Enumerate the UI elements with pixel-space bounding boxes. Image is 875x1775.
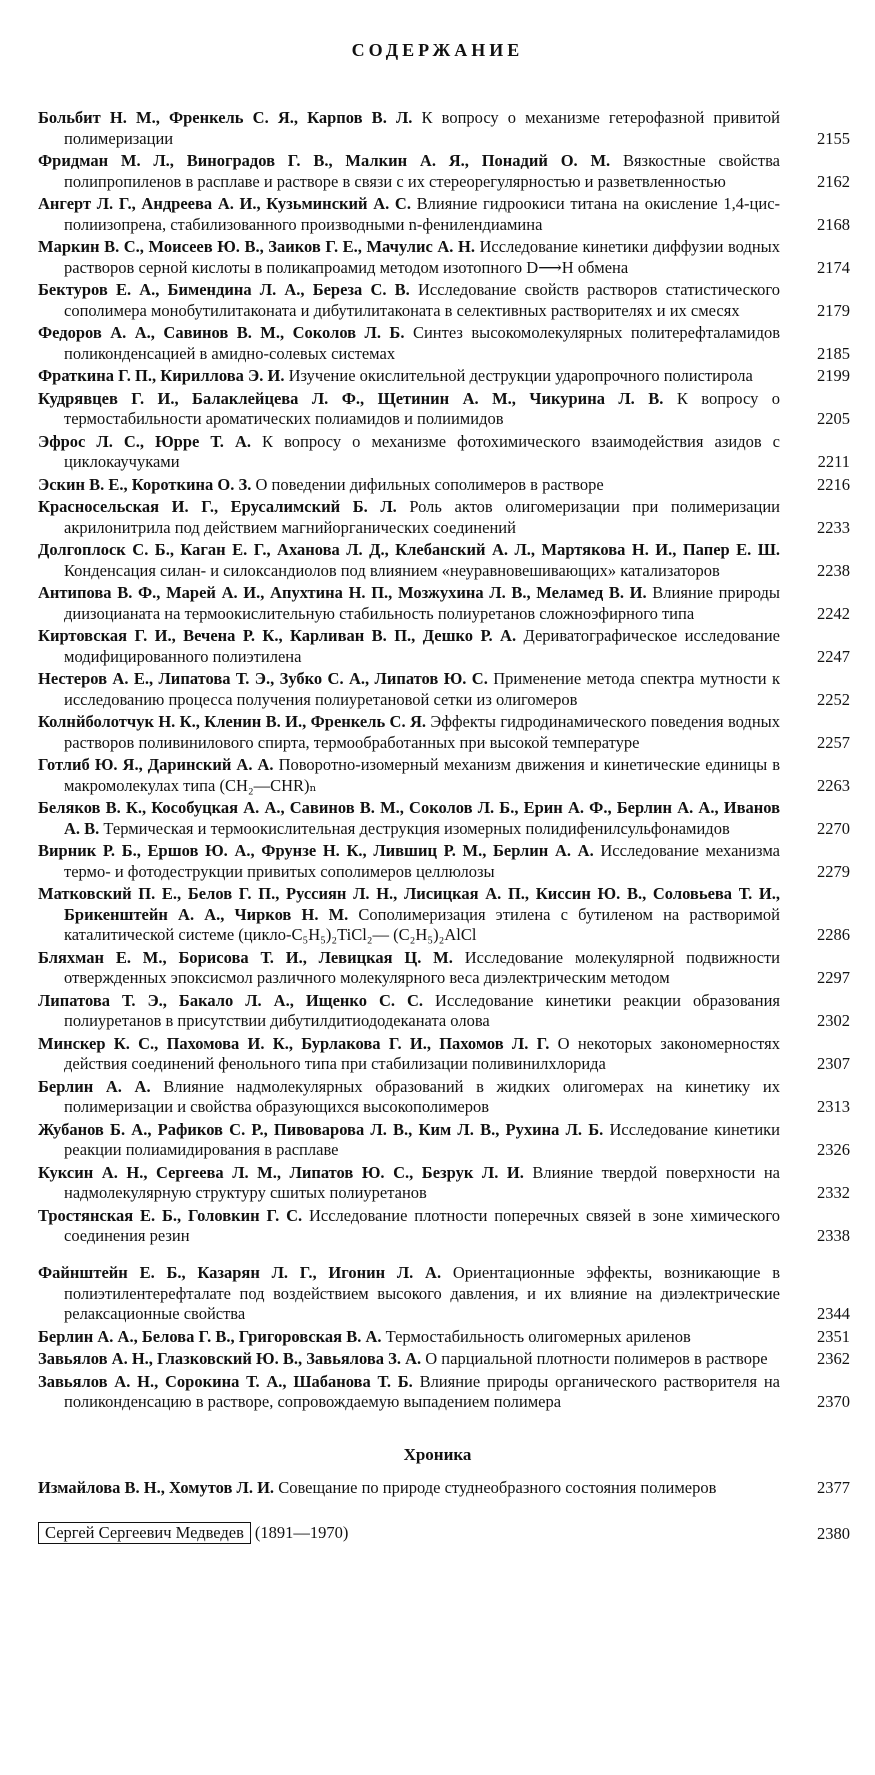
list-item[interactable] xyxy=(38,475,850,496)
entry-text xyxy=(38,1372,780,1413)
entry-text xyxy=(38,1163,780,1204)
page-number: 2263 xyxy=(817,775,850,795)
entry-authors: Завьялов А. Н., Сорокина Т. А., Шабанова Т. Б. xyxy=(38,1371,413,1391)
list-item[interactable] xyxy=(38,108,850,149)
entry-text xyxy=(38,583,780,624)
entry-title: Вязкостные свойства полипропиленов в расплаве и растворе в связи с их стереорегулярностью и разветвленностью xyxy=(64,151,780,191)
page-number: 2297 xyxy=(817,968,850,987)
entry-title: Совещание по природе студнеобразного состояния полимеров xyxy=(278,1478,717,1497)
page-number: 2257 xyxy=(817,732,850,752)
entry-title: Эффекты гидродинамического поведения водных растворов поливинилового спирта, термообработанных при высокой температуре xyxy=(64,712,780,752)
entry-text xyxy=(38,194,780,235)
entry-authors: Берлин А. А. xyxy=(38,1076,151,1096)
page-number: 2338 xyxy=(817,1226,850,1245)
entry-text xyxy=(38,798,780,839)
page-title: СОДЕРЖАНИЕ xyxy=(351,40,524,60)
entry-authors: Антипова В. Ф., Марей А. И., Апухтина Н. П., Мозжухина Л. В., Меламед В. И. xyxy=(38,583,647,602)
entry-text xyxy=(38,1206,780,1247)
list-item[interactable] xyxy=(38,237,850,278)
page-number: 2233 xyxy=(817,517,850,537)
list-item[interactable] xyxy=(38,1263,850,1325)
entry-text xyxy=(38,475,780,496)
list-item[interactable] xyxy=(38,1349,850,1370)
entry-text xyxy=(38,1120,780,1161)
list-item[interactable] xyxy=(38,583,850,624)
page-number: 2270 xyxy=(817,818,850,838)
entry-authors: Берлин А. А., Белова Г. В., Григоровская В. А. xyxy=(38,1326,382,1346)
entry-text xyxy=(38,991,780,1032)
page-number: 2174 xyxy=(817,257,850,277)
list-item[interactable] xyxy=(38,948,850,989)
entry-text xyxy=(38,626,780,667)
entry-authors: Куксин А. Н., Сергеева Л. М., Липатов Ю. С., Безрук Л. И. xyxy=(38,1162,524,1182)
entry-text xyxy=(38,323,780,364)
entry-title: Ориентационные эффекты, возникающие в полиэтилентерефталате под воздействием высокого давления, и их влияние на диэлектрические релаксационные свойства xyxy=(64,1263,781,1323)
entry-title: Исследование плотности поперечных связей в зоне химического соединения резин xyxy=(64,1205,780,1245)
list-item[interactable] xyxy=(38,1327,850,1348)
entry-authors: Долгоплоск С. Б., Каган Е. Г., Аханова Л. Д., Клебанский А. Л., Мартякова Н. И., Папер Е. Ш. xyxy=(38,540,780,559)
page-number: 2205 xyxy=(817,409,850,428)
entry-title: Влияние природы диизоцианата на термоокислительную стабильность полиуретанов сложноэфирного типа xyxy=(64,583,781,623)
entry-authors: Матковский П. Е., Белов Г. П., Руссиян Л. Н., Лисицкая А. П., Киссин Ю. В., Соловьева Т. И., Брикенштейн А. А., Чирков Н. М. xyxy=(38,884,780,924)
entry-text xyxy=(38,108,780,149)
list-item[interactable] xyxy=(38,497,850,538)
entry-text xyxy=(38,712,780,753)
entry-authors: Колнйболотчук Н. К., Кленин В. И., Френкель С. Я. xyxy=(38,712,426,731)
entry-title: О поведении дифильных сополимеров в растворе xyxy=(255,474,604,494)
entry-text xyxy=(38,237,780,278)
entry-authors: Липатова Т. Э., Бакало Л. А., Ищенко С. С. xyxy=(38,990,424,1010)
entry-title: Термическая и термоокислительная деструкция изомерных полидифенилсульфонамидов xyxy=(103,818,730,838)
entry-authors: Федоров А. А., Савинов В. М., Соколов Л. Б. xyxy=(38,323,405,342)
page-number: 2238 xyxy=(817,560,850,580)
page-number: 2351 xyxy=(817,1326,850,1346)
entry-text xyxy=(38,1349,780,1370)
entry-title: Исследование механизма термо- и фотодеструкции привитых сополимеров целлюлозы xyxy=(64,841,780,881)
page-number: 2286 xyxy=(817,925,850,944)
page-number: 2344 xyxy=(817,1304,850,1323)
list-item[interactable] xyxy=(38,841,850,882)
entry-authors: Завьялов А. Н., Глазковский Ю. В., Завьялова З. А. xyxy=(38,1349,422,1368)
entry-authors: Эскин В. Е., Короткина О. З. xyxy=(38,474,252,494)
page-number: 2252 xyxy=(817,689,850,709)
entry-authors: Ангерт Л. Г., Андреева А. И., Кузьминский А. С. xyxy=(38,194,411,213)
entry-authors: Нестеров А. Е., Липатова Т. Э., Зубко С. А., Липатов Ю. С. xyxy=(38,669,488,688)
entry-title: Синтез высокомолекулярных политерефталамидов поликонденсацией в амидно-солевых системах xyxy=(64,323,781,363)
list-item[interactable] xyxy=(38,540,850,581)
entry-title: Изучение окислительной деструкции ударопрочного полистирола xyxy=(288,366,753,385)
list-item[interactable] xyxy=(38,755,850,796)
list-item[interactable] xyxy=(38,280,850,321)
list-item[interactable] xyxy=(38,669,850,710)
list-item[interactable] xyxy=(38,1077,850,1118)
entry-text xyxy=(38,366,780,387)
entry-title: Исследование кинетики диффузии водных растворов серной кислоты в поликапроамид методом изотопного D⟶H обмена xyxy=(64,237,781,277)
list-item[interactable] xyxy=(38,194,850,235)
entry-title: О некоторых закономерностях действия соединений фенольного типа при стабилизации поливинилхлорида xyxy=(64,1033,780,1073)
page-number: 2168 xyxy=(817,214,850,234)
list-item[interactable] xyxy=(38,366,850,387)
entry-title: Влияние природы органического растворителя на поликонденсацию в растворе, сопровождаемую выпадением полимера xyxy=(64,1371,781,1411)
entry-title: Поворотно-изомерный механизм движения и кинетические единицы в макромолекулах типа (CH₂—CHR)ₙ xyxy=(64,755,781,795)
entry-authors: Готлиб Ю. Я., Даринский А. А. xyxy=(38,755,274,774)
list-item[interactable] xyxy=(38,1478,850,1499)
entry-text xyxy=(38,432,780,473)
entry-title: Исследование кинетики реакции образования полиуретанов в присутствии дибутилдитиододеканата олова xyxy=(64,990,780,1030)
list-item[interactable] xyxy=(38,884,850,946)
entry-title: Исследование молекулярной подвижности отвержденных эпоксисмол различного молекулярного веса диэлектрическим методом xyxy=(64,947,780,987)
entry-authors: Вирник Р. Б., Ершов Ю. А., Фрунзе Н. К., Лившиц Р. М., Берлин А. А. xyxy=(38,841,594,860)
entry-authors: Бектуров Е. А., Бимендина Л. А., Береза С. В. xyxy=(38,280,410,299)
obituary-name: Сергей Сергеевич Медведев xyxy=(38,1522,251,1544)
entry-authors: Киртовская Г. И., Вечена Р. К., Карливан В. П., Дешко Р. А. xyxy=(38,626,517,645)
entry-text xyxy=(38,389,780,430)
entry-text xyxy=(38,1327,780,1348)
entry-authors: Измайлова В. Н., Хомутов Л. И. xyxy=(38,1478,275,1497)
list-item[interactable] xyxy=(38,626,850,667)
page-number: 2362 xyxy=(817,1349,850,1368)
list-item xyxy=(38,1522,850,1544)
page-number: 2313 xyxy=(817,1097,850,1116)
entry-title: Исследование свойств растворов статистического сополимера монобутилитаконата и дибутилитаконата в селективных растворителях и их смесях xyxy=(64,280,780,320)
entry-text xyxy=(38,841,780,882)
list-item[interactable] xyxy=(38,798,850,839)
entry-authors: Фридман М. Л., Виноградов Г. В., Малкин А. Я., Понадий О. М. xyxy=(38,151,611,170)
entry-authors: Эфрос Л. С., Юрре Т. А. xyxy=(38,431,251,451)
entry-authors: Файнштейн Е. Б., Казарян Л. Г., Игонин Л. А. xyxy=(38,1263,442,1282)
entry-authors: Красносельская И. Г., Ерусалимский Б. Л. xyxy=(38,497,397,516)
entry-text xyxy=(38,280,780,321)
entry-authors: Тростянская Е. Б., Головкин Г. С. xyxy=(38,1205,303,1225)
entry-title: Термостабильность олигомерных ариленов xyxy=(385,1326,691,1346)
entry-title: О парциальной плотности полимеров в растворе xyxy=(425,1349,768,1368)
entry-text xyxy=(38,884,780,946)
entry-title: Влияние твердой поверхности на надмолекулярную структуру сшитых полиуретанов xyxy=(64,1162,780,1202)
entry-text xyxy=(38,1478,780,1499)
entry-text xyxy=(38,1034,780,1075)
page-number: 2370 xyxy=(817,1392,850,1411)
entry-text xyxy=(38,540,780,581)
entry-authors: Больбит Н. М., Френкель С. Я., Карпов В. Л. xyxy=(38,108,413,127)
entry-title: К вопросу о механизме гетерофазной привитой полимеризации xyxy=(64,108,781,148)
page-number: 2307 xyxy=(817,1054,850,1073)
list-item[interactable] xyxy=(38,1163,850,1204)
entry-authors: Фраткина Г. П., Кириллова Э. И. xyxy=(38,366,285,385)
entry-title: Влияние гидроокиси титана на окисление 1,4-цис-полиизопрена, стабилизованного производными n-фенилендиамина xyxy=(64,194,781,234)
entry-title: К вопросу о механизме фотохимического взаимодействия азидов с циклокаучуками xyxy=(64,431,781,471)
page-number: 2247 xyxy=(817,646,850,666)
list-item[interactable] xyxy=(38,1034,850,1075)
page-number: 2211 xyxy=(817,452,850,471)
list-item[interactable] xyxy=(38,432,850,473)
contents-section-chronicle xyxy=(38,1478,850,1501)
page-number: 2185 xyxy=(817,343,850,363)
entry-authors: Минскер К. С., Пахомова И. К., Бурлакова Г. И., Пахомов Л. Г. xyxy=(38,1033,550,1053)
entry-text xyxy=(38,151,780,192)
list-item[interactable] xyxy=(38,1120,850,1161)
entry-text xyxy=(38,948,780,989)
page-number: 2216 xyxy=(817,474,850,494)
entry-authors: Кудрявцев Г. И., Балаклейцева Л. Ф., Щетинин А. М., Чикурина Л. В. xyxy=(38,388,664,408)
list-item[interactable] xyxy=(38,1372,850,1413)
page-number: 2179 xyxy=(817,300,850,320)
obituary-years: (1891—1970) xyxy=(254,1523,349,1542)
list-item[interactable] xyxy=(38,712,850,753)
entry-title: Сополимеризация этилена с бутиленом на растворимой каталитической системе (цикло-C₅H₅)₂TiCl₂— (C₂H₅)₂AlCl xyxy=(64,904,780,944)
page-number: 2155 xyxy=(817,128,850,148)
entry-title: Конденсация силан- и силоксандиолов под влиянием «неуравновешивающих» катализаторов xyxy=(64,560,720,580)
entry-authors: Маркин В. С., Моисеев Ю. В., Заиков Г. Е., Мачулис А. Н. xyxy=(38,237,475,256)
page-number: 2377 xyxy=(817,1478,850,1497)
entry-title: Исследование кинетики реакции полиамидирования в расплаве xyxy=(64,1119,780,1159)
page-number: 2332 xyxy=(817,1183,850,1202)
entry-title: К вопросу о термостабильности ароматических полиамидов и полиимидов xyxy=(64,388,781,428)
list-item[interactable] xyxy=(38,323,850,364)
contents-section-short-notes xyxy=(38,1263,850,1415)
entry-text xyxy=(38,755,780,796)
entry-authors: Жубанов Б. А., Рафиков С. Р., Пивоварова Л. В., Ким Л. В., Рухина Л. Б. xyxy=(38,1119,604,1139)
entry-title: Применение метода спектра мутности к исследованию процесса получения полиуретановой сетки из олигомеров xyxy=(64,669,781,709)
page-number: 2380 xyxy=(817,1523,850,1543)
list-item[interactable] xyxy=(38,151,850,192)
entry-text xyxy=(38,1263,780,1325)
page-number: 2326 xyxy=(817,1140,850,1159)
page-number: 2242 xyxy=(817,603,850,623)
entry-text xyxy=(38,1077,780,1118)
entry-authors: Бляхман Е. М., Борисова Т. И., Левицкая Ц. М. xyxy=(38,947,453,967)
page-number: 2162 xyxy=(817,171,850,191)
page-number: 2302 xyxy=(817,1011,850,1030)
entry-text xyxy=(38,497,780,538)
entry-title: Влияние надмолекулярных образований в жидких олигомерах на кинетику их полимеризации и свойства образующихся высокополимеров xyxy=(64,1076,781,1116)
contents-section-main xyxy=(38,108,850,1249)
entry-authors: Беляков В. К., Кособуцкая А. А., Савинов В. М., Соколов Л. Б., Ерин А. Ф., Берлин А. А., Иванов А. В. xyxy=(38,798,780,838)
page-number: 2279 xyxy=(817,861,850,881)
list-item[interactable] xyxy=(38,1206,850,1247)
entry-text xyxy=(38,669,780,710)
list-item[interactable] xyxy=(38,991,850,1032)
page-number: 2199 xyxy=(817,366,850,385)
list-item[interactable] xyxy=(38,389,850,430)
obituary-entry xyxy=(38,1522,850,1546)
entry-title: Дериватографическое исследование модифицированного полиэтилена xyxy=(64,626,781,666)
entry-title: Роль актов олигомеризации при полимеризации акрилонитрила под действием магнийорганических соединений xyxy=(64,497,780,537)
chronicle-heading: Хроника xyxy=(403,1445,472,1464)
